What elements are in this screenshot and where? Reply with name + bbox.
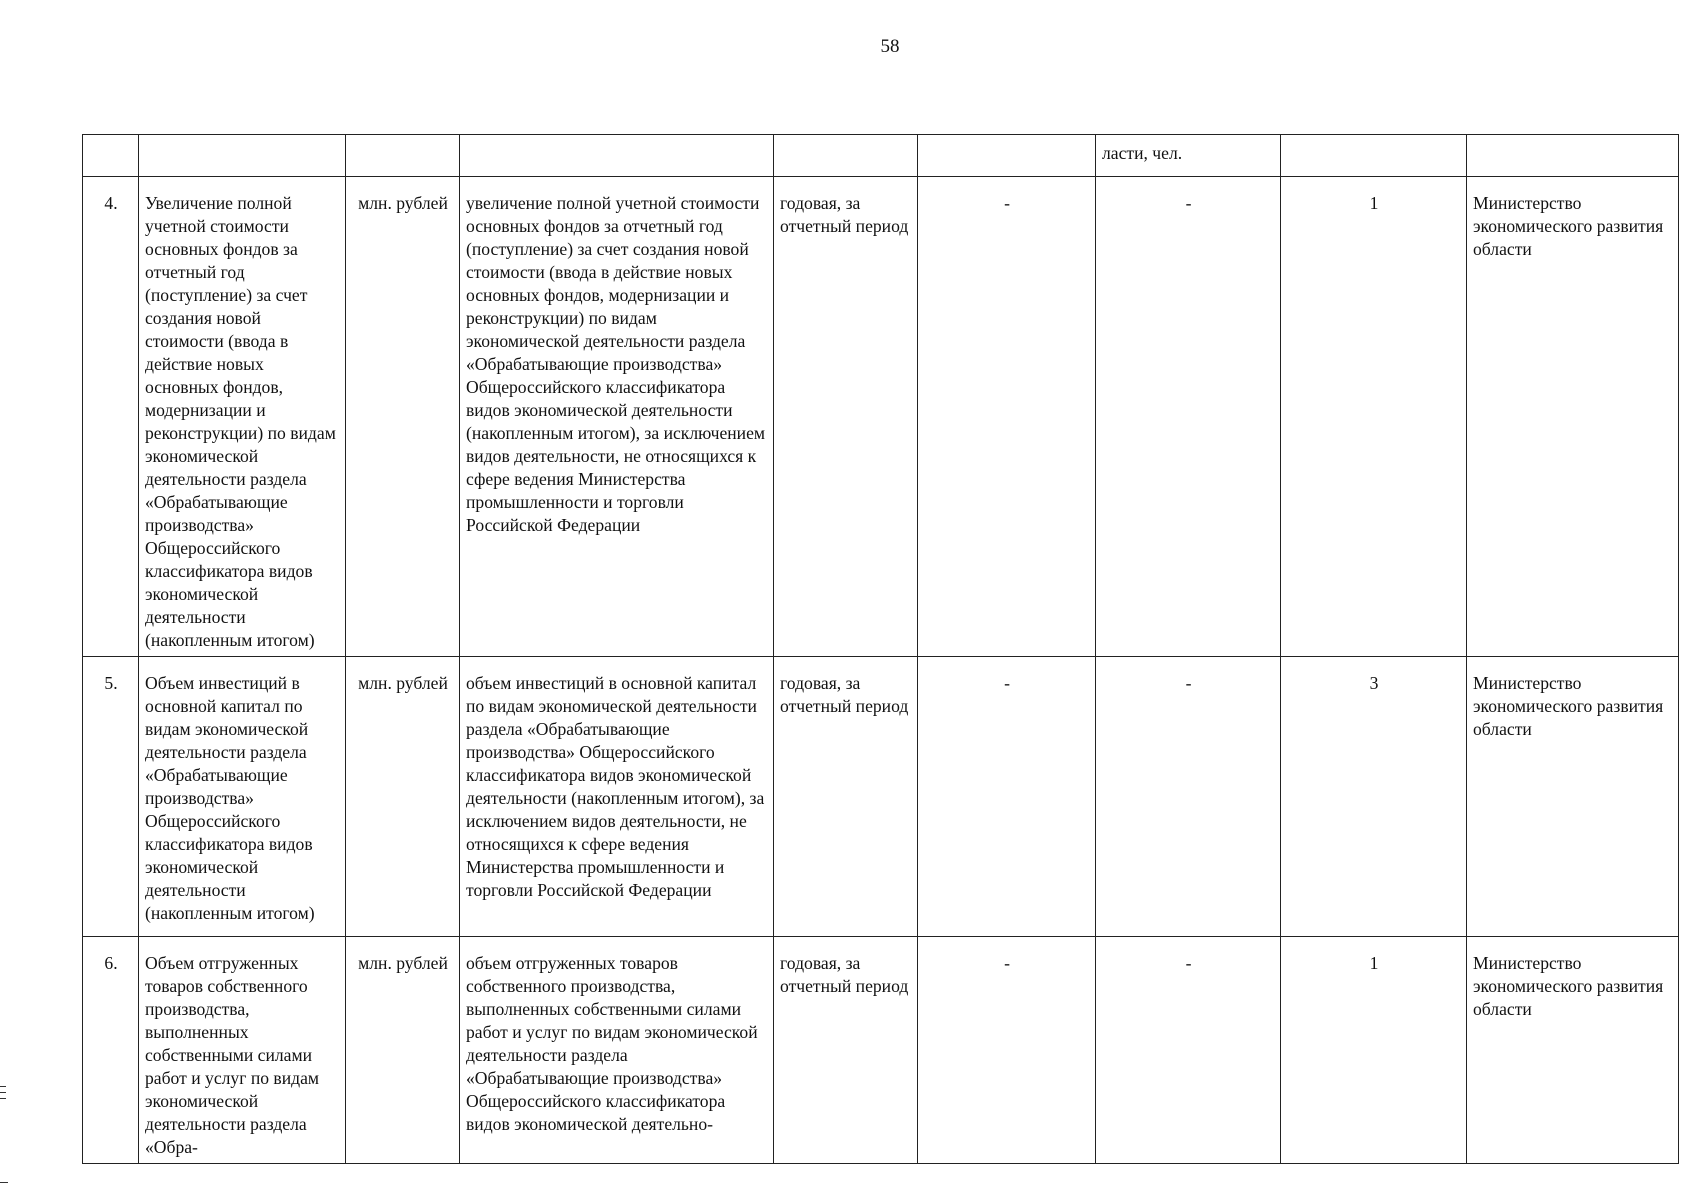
indicator-definition: объем инвестиций в основной капитал по видам экономической деятельности раздела «Обрабатывающие производства» Общероссийского классификатора видов экономической деятельности (накопленным итогом), за исключением видов деятельности, не относящихся к сфере ведения Министерства промышленности и торговли Российской Федерации xyxy=(460,657,774,937)
row-number: 4. xyxy=(83,177,139,657)
indicator-definition: увеличение полной учетной стоимости основных фондов за отчетный год (поступление) за счет создания новой стоимости (ввода в действие новых основных фондов, модернизации и реконструкции) по видам экономической деятельности раздела «Обрабатывающие производства» Общероссийского классификатора видов экономической деятельности (накопленным итогом), за исключением видов деятельности, не относящихся к сфере ведения Министерства промышленности и торговли Российской Федерации xyxy=(460,177,774,657)
indicator-name: Объем отгруженных товаров собственного производства, выполненных собственными силами работ и услуг по видам экономической деятельности раздела «Обра- xyxy=(139,937,346,1164)
unit: млн. рублей xyxy=(346,657,460,937)
row-number: 6. xyxy=(83,937,139,1164)
col7-value: - xyxy=(1096,657,1281,937)
indicator-definition: объем отгруженных товаров собственного производства, выполненных собственными силами работ и услуг по видам экономической деятельности раздела «Обрабатывающие производства» Общероссийского классификатора видов экономической деятельно- xyxy=(460,937,774,1164)
col6-value: - xyxy=(918,937,1096,1164)
col6-value: - xyxy=(918,657,1096,937)
periodicity: годовая, за отчетный период xyxy=(774,937,918,1164)
cell-definition xyxy=(460,135,774,177)
col7-value: - xyxy=(1096,177,1281,657)
scan-margin-mark xyxy=(0,1086,6,1087)
continuation-row xyxy=(83,135,1679,177)
cell-col7: ласти, чел. xyxy=(1096,135,1281,177)
cell-period xyxy=(774,135,918,177)
unit: млн. рублей xyxy=(346,937,460,1164)
table-row xyxy=(83,937,1679,1164)
indicators-table xyxy=(82,134,1679,1164)
unit: млн. рублей xyxy=(346,177,460,657)
page-number: 58 xyxy=(880,36,900,57)
col6-value: - xyxy=(918,177,1096,657)
table-row xyxy=(83,177,1679,657)
responsible-body: Министерство экономического развития области xyxy=(1467,657,1679,937)
cell-responsible xyxy=(1467,135,1679,177)
table-row xyxy=(83,657,1679,937)
scan-margin-mark xyxy=(0,1092,6,1093)
cell-unit xyxy=(346,135,460,177)
responsible-body: Министерство экономического развития области xyxy=(1467,177,1679,657)
periodicity: годовая, за отчетный период xyxy=(774,177,918,657)
row-number: 5. xyxy=(83,657,139,937)
col7-value: - xyxy=(1096,937,1281,1164)
cell-col6 xyxy=(918,135,1096,177)
indicator-name: Увеличение полной учетной стоимости основных фондов за отчетный год (поступление) за счет создания новой стоимости (ввода в действие новых основных фондов, модернизации и реконструкции) по видам экономической деятельности раздела «Обрабатывающие производства» Общероссийского классификатора видов экономической деятельности (накопленным итогом) xyxy=(139,177,346,657)
cell-num xyxy=(83,135,139,177)
responsible-body: Министерство экономического развития области xyxy=(1467,937,1679,1164)
col8-value: 1 xyxy=(1281,937,1467,1164)
scan-margin-mark xyxy=(0,1182,8,1183)
col8-value: 3 xyxy=(1281,657,1467,937)
cell-name xyxy=(139,135,346,177)
col8-value: 1 xyxy=(1281,177,1467,657)
periodicity: годовая, за отчетный период xyxy=(774,657,918,937)
scan-margin-mark xyxy=(0,1098,6,1099)
cell-col8 xyxy=(1281,135,1467,177)
indicator-name: Объем инвестиций в основной капитал по видам экономической деятельности раздела «Обрабатывающие производства» Общероссийского классификатора видов экономической деятельности (накопленным итогом) xyxy=(139,657,346,937)
